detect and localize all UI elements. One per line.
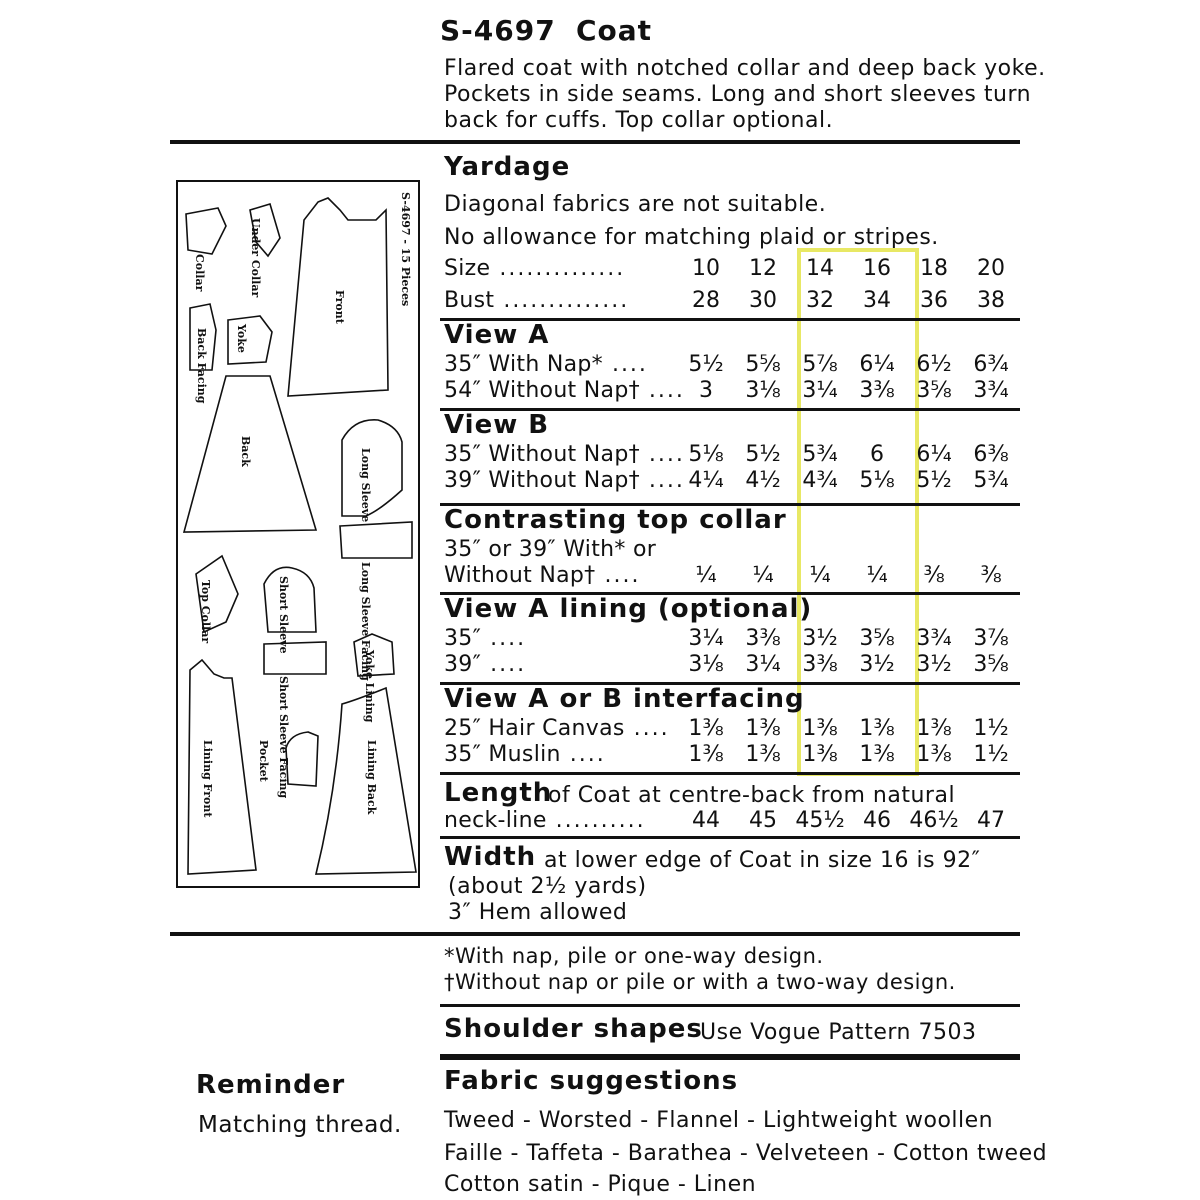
top-rule: [170, 140, 1020, 144]
pattern-title: Coat: [576, 14, 653, 47]
bust-cell: 36: [920, 288, 948, 313]
yardage-row-label: 54″ Without Nap† ....: [444, 378, 685, 403]
rule-fabric: [440, 1054, 1020, 1060]
yardage-cell: 1⅜: [916, 742, 952, 767]
length-label: neck-line ..........: [444, 808, 646, 833]
bust-cell: 30: [749, 288, 777, 313]
back-facing-label: Back Facing: [195, 328, 208, 404]
yardage-cell: ¼: [752, 563, 774, 588]
yardage-cell: 5⅛: [688, 442, 724, 467]
bust-cell: 32: [806, 288, 834, 313]
size-cell: 16: [863, 256, 891, 281]
bust-label: Bust ..............: [444, 288, 630, 313]
yardage-row-label: 25″ Hair Canvas ....: [444, 716, 670, 741]
length-cell: 46: [863, 808, 891, 833]
yoke-lining-label: Yoke Lining: [363, 650, 376, 723]
yardage-cell: 3⅛: [745, 378, 781, 403]
size-label: Size ..............: [444, 256, 626, 281]
yardage-cell: 1⅜: [802, 716, 838, 741]
size-cell: 12: [749, 256, 777, 281]
length-cell: 46½: [909, 808, 959, 833]
yardage-cell: 6: [870, 442, 884, 467]
description-line-1: Flared coat with notched collar and deep back yoke.: [444, 56, 1046, 81]
description-line-3: back for cuffs. Top collar optional.: [444, 108, 834, 133]
shoulder-heading: Shoulder shapes: [444, 1014, 703, 1044]
yardage-cell: 1⅜: [802, 742, 838, 767]
pattern-pieces-diagram: [176, 180, 420, 888]
yardage-cell: 1⅜: [688, 742, 724, 767]
yardage-cell: 3½: [916, 652, 952, 677]
width-line-2: (about 2½ yards): [448, 874, 647, 899]
yardage-cell: 3¼: [745, 652, 781, 677]
yardage-cell: 4¼: [688, 468, 724, 493]
yardage-cell: ⅜: [980, 563, 1002, 588]
section-heading: View A: [444, 320, 550, 350]
reminder-heading: Reminder: [196, 1070, 346, 1100]
yardage-cell: 5¾: [973, 468, 1009, 493]
rule-width: [440, 836, 1020, 839]
yardage-cell: 3⅞: [973, 626, 1009, 651]
lining-back-label: Lining Back: [365, 740, 378, 815]
middle-rule: [170, 932, 1020, 936]
yardage-cell: 3¾: [973, 378, 1009, 403]
yardage-cell: 1⅜: [859, 716, 895, 741]
length-text: of Coat at centre-back from natural: [548, 783, 956, 808]
yardage-cell: 1½: [973, 742, 1009, 767]
yardage-row-label: Without Nap† ....: [444, 563, 641, 588]
yardage-cell: 3½: [802, 626, 838, 651]
pattern-number: S-4697: [440, 14, 556, 47]
section-heading: View B: [444, 410, 550, 440]
size-14-16-highlight: [797, 248, 919, 776]
rule-length: [440, 772, 1020, 775]
yardage-row-label: 35″ or 39″ With* or: [444, 537, 657, 562]
pocket-label: Pocket: [257, 740, 270, 782]
yardage-cell: 3: [699, 378, 713, 403]
size-cell: 20: [977, 256, 1005, 281]
reminder-text: Matching thread.: [198, 1112, 402, 1138]
yardage-cell: 3⅜: [745, 626, 781, 651]
short-sleeve-facing-label: Short Sleeve Facing: [277, 676, 290, 799]
yardage-cell: 3¼: [688, 626, 724, 651]
length-cell: 45½: [795, 808, 845, 833]
fabric-heading: Fabric suggestions: [444, 1066, 739, 1096]
yardage-cell: ¼: [866, 563, 888, 588]
yardage-cell: 6⅜: [973, 442, 1009, 467]
length-cell: 44: [692, 808, 720, 833]
width-line-3: 3″ Hem allowed: [448, 900, 628, 925]
yardage-cell: 1⅜: [916, 716, 952, 741]
size-cell: 10: [692, 256, 720, 281]
section-heading: View A or B interfacing: [444, 684, 805, 714]
yardage-cell: 3⅛: [688, 652, 724, 677]
yardage-cell: 6¼: [859, 352, 895, 377]
width-text: at lower edge of Coat in size 16 is 92″: [544, 848, 981, 873]
collar-label: Collar: [193, 254, 206, 292]
size-cell: 18: [920, 256, 948, 281]
yardage-cell: 3⅝: [973, 652, 1009, 677]
yardage-cell: 5⅞: [802, 352, 838, 377]
yardage-cell: 5½: [916, 468, 952, 493]
length-heading: Length: [444, 778, 553, 808]
yardage-cell: 5⅝: [745, 352, 781, 377]
diagram-caption: S-4697 - 15 Pieces: [399, 192, 412, 307]
yardage-cell: 4¾: [802, 468, 838, 493]
under-collar-label: Under Collar: [249, 218, 262, 298]
bust-cell: 28: [692, 288, 720, 313]
yardage-cell: 6¾: [973, 352, 1009, 377]
footnote-without-nap: †Without nap or pile or with a two-way design.: [444, 970, 956, 994]
yoke-label: Yoke: [235, 324, 248, 353]
yardage-cell: 1⅜: [859, 742, 895, 767]
yardage-note-1: Diagonal fabrics are not suitable.: [444, 192, 827, 217]
section-heading: Contrasting top collar: [444, 505, 787, 535]
description-line-2: Pockets in side seams. Long and short sleeves turn: [444, 82, 1032, 107]
bust-cell: 38: [977, 288, 1005, 313]
yardage-cell: 5½: [688, 352, 724, 377]
yardage-cell: 5½: [745, 442, 781, 467]
yardage-cell: 3⅜: [802, 652, 838, 677]
yardage-cell: 1⅜: [745, 716, 781, 741]
bust-cell: 34: [863, 288, 891, 313]
fabric-line-2: Faille - Taffeta - Barathea - Velveteen - Cotton tweed: [444, 1141, 1048, 1166]
short-sleeve-label: Short Sleeve: [277, 576, 290, 654]
yardage-note-2: No allowance for matching plaid or stripes.: [444, 225, 939, 250]
yardage-row-label: 35″ With Nap* ....: [444, 352, 648, 377]
yardage-cell: 3⅝: [916, 378, 952, 403]
yardage-cell: 3⅜: [859, 378, 895, 403]
fabric-line-3: Cotton satin - Pique - Linen: [444, 1172, 757, 1197]
fabric-line-1: Tweed - Worsted - Flannel - Lightweight woollen: [444, 1108, 994, 1133]
rule-shoulder: [440, 1004, 1020, 1007]
lining-front-label: Lining Front: [201, 740, 214, 818]
yardage-cell: 5¾: [802, 442, 838, 467]
length-cell: 45: [749, 808, 777, 833]
yardage-cell: 6½: [916, 352, 952, 377]
yardage-cell: 3⅝: [859, 626, 895, 651]
yardage-cell: 3¼: [802, 378, 838, 403]
yardage-row-label: 35″ Muslin ....: [444, 742, 606, 767]
yardage-cell: 5⅛: [859, 468, 895, 493]
section-heading: View A lining (optional): [444, 594, 813, 624]
shoulder-text: Use Vogue Pattern 7503: [700, 1020, 977, 1045]
long-sleeve-label: Long Sleeve: [359, 448, 372, 523]
yardage-cell: 1½: [973, 716, 1009, 741]
yardage-heading: Yardage: [444, 152, 571, 182]
yardage-cell: 3½: [859, 652, 895, 677]
yardage-row-label: 39″ Without Nap† ....: [444, 468, 685, 493]
top-collar-label: Top Collar: [199, 580, 212, 644]
yardage-cell: ¼: [695, 563, 717, 588]
yardage-row-label: 35″ Without Nap† ....: [444, 442, 685, 467]
yardage-cell: 6¼: [916, 442, 952, 467]
footnote-nap: *With nap, pile or one-way design.: [444, 944, 824, 968]
yardage-cell: ⅜: [923, 563, 945, 588]
yardage-row-label: 35″ ....: [444, 626, 527, 651]
length-cell: 47: [977, 808, 1005, 833]
yardage-cell: 1⅜: [688, 716, 724, 741]
yardage-cell: ¼: [809, 563, 831, 588]
size-cell: 14: [806, 256, 834, 281]
back-label: Back: [239, 436, 252, 467]
yardage-cell: 3¾: [916, 626, 952, 651]
yardage-cell: 1⅜: [745, 742, 781, 767]
front-label: Front: [333, 290, 346, 324]
yardage-cell: 4½: [745, 468, 781, 493]
yardage-row-label: 39″ ....: [444, 652, 527, 677]
width-heading: Width: [444, 842, 537, 872]
long-sleeve-facing-label: Long Sleeve Facing: [359, 562, 372, 681]
